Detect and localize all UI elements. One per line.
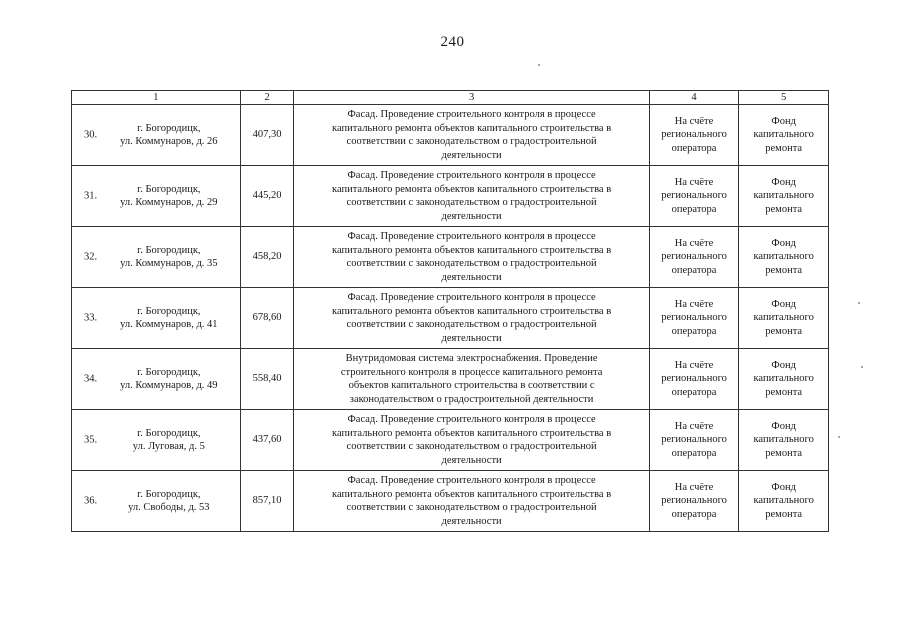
- cell-address: [72, 471, 241, 532]
- header-col-4: 4: [649, 91, 739, 105]
- cell-description-line: соответствии с законодательством о градостроительной: [346, 258, 597, 269]
- table-row: [72, 471, 829, 532]
- cell-account-line: оператора: [671, 142, 717, 154]
- cell-account-line: оператора: [671, 508, 717, 520]
- cell-fund-line: Фонд: [771, 237, 796, 249]
- cell-description-line: строительного контроля в процессе капитального ремонта: [340, 366, 603, 378]
- cell-account-line: На счёте: [674, 298, 714, 310]
- cell-value: 678,60: [240, 288, 294, 349]
- cell-fund-line: Фонд: [771, 176, 796, 188]
- cell-fund-line: ремонта: [765, 142, 803, 154]
- cell-description-line: капитального ремонта объектов капитального строительства в: [332, 305, 612, 317]
- address-line: ул. Коммунаров, д. 35: [120, 258, 218, 269]
- table-header: [72, 91, 829, 105]
- cell-description-line: Внутридомовая система электроснабжения. Проведение: [345, 353, 598, 364]
- cell-value: 458,20: [240, 227, 294, 288]
- address-text: [72, 122, 240, 149]
- cell-fund-line: капитального: [753, 434, 814, 446]
- address-text: [72, 427, 240, 454]
- address-line: г. Богородицк,: [137, 427, 201, 439]
- header-col-2: 2: [240, 91, 294, 105]
- address-line: ул. Коммунаров, д. 49: [120, 380, 218, 391]
- cell-fund-line: ремонта: [765, 508, 803, 520]
- cell-address: [72, 227, 241, 288]
- cell-description: [294, 227, 649, 288]
- address-text: [72, 244, 240, 271]
- cell-account-line: На счёте: [674, 115, 714, 127]
- cell-account-line: оператора: [671, 264, 717, 276]
- cell-account-line: На счёте: [674, 359, 714, 371]
- cell-description: [294, 105, 649, 166]
- address-text: [72, 366, 240, 393]
- cell-description-line: деятельности: [441, 271, 502, 283]
- cell-value: 407,30: [240, 105, 294, 166]
- table-row: [72, 105, 829, 166]
- cell-description-line: Фасад. Проведение строительного контроля в процессе: [347, 414, 596, 425]
- cell-account-line: На счёте: [674, 237, 714, 249]
- address-line: г. Богородицк,: [137, 305, 201, 317]
- cell-account-line: На счёте: [674, 420, 714, 432]
- cell-description-line: Фасад. Проведение строительного контроля в процессе: [347, 475, 596, 486]
- cell-fund-line: ремонта: [765, 447, 803, 459]
- address-text: [72, 305, 240, 332]
- cell-description-line: капитального ремонта объектов капитального строительства в: [332, 488, 612, 500]
- cell-account-line: оператора: [671, 325, 717, 337]
- address-text: [72, 488, 240, 515]
- cell-fund-line: капитального: [753, 373, 814, 385]
- address-text: [72, 183, 240, 210]
- cell-description-line: объектов капитального строительства в соответствии с: [348, 380, 595, 391]
- table-row: [72, 227, 829, 288]
- cell-description-line: Фасад. Проведение строительного контроля в процессе: [347, 170, 596, 181]
- cell-account-line: регионального: [661, 251, 727, 263]
- cell-description-line: соответствии с законодательством о градостроительной: [346, 502, 597, 513]
- cell-value: 857,10: [240, 471, 294, 532]
- row-number: 35.: [84, 434, 98, 446]
- cell-account-line: регионального: [661, 434, 727, 446]
- address-line: г. Богородицк,: [137, 366, 201, 378]
- scan-speck: [861, 366, 863, 368]
- address-line: г. Богородицк,: [137, 488, 201, 500]
- cell-fund: [739, 288, 829, 349]
- cell-description: [294, 471, 649, 532]
- cell-description-line: соответствии с законодательством о градостроительной: [346, 441, 597, 452]
- cell-account: [649, 227, 739, 288]
- cell-description-line: капитального ремонта объектов капитального строительства в: [332, 122, 612, 134]
- cell-fund-line: капитального: [753, 251, 814, 263]
- cell-description-line: деятельности: [441, 332, 502, 344]
- cell-account-line: регионального: [661, 190, 727, 202]
- cell-description-line: Фасад. Проведение строительного контроля в процессе: [347, 292, 596, 303]
- table-body: [72, 105, 829, 532]
- cell-address: [72, 410, 241, 471]
- header-row: [72, 91, 829, 105]
- address-line: г. Богородицк,: [137, 122, 201, 134]
- cell-value: 558,40: [240, 349, 294, 410]
- cell-description-line: деятельности: [441, 515, 502, 527]
- cell-fund: [739, 227, 829, 288]
- row-number: 32.: [84, 251, 98, 263]
- cell-account: [649, 410, 739, 471]
- cell-fund-line: Фонд: [771, 481, 796, 493]
- cell-value: 437,60: [240, 410, 294, 471]
- cell-description-line: капитального ремонта объектов капитального строительства в: [332, 183, 612, 195]
- cell-address: [72, 105, 241, 166]
- cell-account-line: регионального: [661, 129, 727, 141]
- cell-fund: [739, 410, 829, 471]
- cell-account-line: На счёте: [674, 481, 714, 493]
- cell-fund: [739, 105, 829, 166]
- row-number: 34.: [84, 373, 98, 385]
- scan-speck: [858, 302, 860, 304]
- cell-account: [649, 166, 739, 227]
- cell-description: [294, 349, 649, 410]
- cell-address: [72, 288, 241, 349]
- row-number: 36.: [84, 495, 98, 507]
- cell-fund-line: Фонд: [771, 115, 796, 127]
- cell-account-line: регионального: [661, 312, 727, 324]
- cell-fund-line: ремонта: [765, 386, 803, 398]
- table-row: [72, 166, 829, 227]
- cell-fund: [739, 471, 829, 532]
- cell-description-line: соответствии с законодательством о градостроительной: [346, 136, 597, 147]
- cell-description-line: Фасад. Проведение строительного контроля в процессе: [347, 109, 596, 120]
- cell-description-line: деятельности: [441, 149, 502, 161]
- cell-description-line: Фасад. Проведение строительного контроля в процессе: [347, 231, 596, 242]
- cell-fund-line: капитального: [753, 312, 814, 324]
- header-col-5: 5: [739, 91, 829, 105]
- cell-fund: [739, 166, 829, 227]
- cell-description-line: капитального ремонта объектов капитального строительства в: [332, 427, 612, 439]
- cell-description-line: деятельности: [441, 454, 502, 466]
- header-col-1: 1: [72, 91, 241, 105]
- cell-account-line: регионального: [661, 495, 727, 507]
- row-number: 33.: [84, 312, 98, 324]
- cell-account-line: оператора: [671, 447, 717, 459]
- cell-fund-line: ремонта: [765, 203, 803, 215]
- cell-address: [72, 349, 241, 410]
- cell-fund-line: ремонта: [765, 264, 803, 276]
- row-number: 31.: [84, 190, 98, 202]
- cell-fund-line: капитального: [753, 190, 814, 202]
- cell-description-line: капитального ремонта объектов капитального строительства в: [332, 244, 612, 256]
- address-line: г. Богородицк,: [137, 183, 201, 195]
- address-line: ул. Коммунаров, д. 29: [120, 197, 218, 208]
- cell-description-line: соответствии с законодательством о градостроительной: [346, 319, 597, 330]
- cell-account-line: регионального: [661, 373, 727, 385]
- cell-value: 445,20: [240, 166, 294, 227]
- cell-fund-line: Фонд: [771, 298, 796, 310]
- address-line: ул. Луговая, д. 5: [132, 441, 205, 452]
- cell-account-line: На счёте: [674, 176, 714, 188]
- cell-account: [649, 471, 739, 532]
- cell-account: [649, 288, 739, 349]
- cell-description-line: деятельности: [441, 210, 502, 222]
- cell-fund: [739, 349, 829, 410]
- cell-description-line: законодательством о градостроительной деятельности: [349, 393, 594, 405]
- cell-account-line: оператора: [671, 386, 717, 398]
- page-number: 240: [440, 34, 465, 50]
- cell-description-line: соответствии с законодательством о градостроительной: [346, 197, 597, 208]
- cell-address: [72, 166, 241, 227]
- scan-speck: [838, 436, 840, 438]
- cell-fund-line: капитального: [753, 129, 814, 141]
- address-line: г. Богородицк,: [137, 244, 201, 256]
- scan-speck: [538, 64, 540, 66]
- cell-account-line: оператора: [671, 203, 717, 215]
- table-row: [72, 288, 829, 349]
- cell-description: [294, 166, 649, 227]
- row-number: 30.: [84, 129, 98, 141]
- cell-account: [649, 349, 739, 410]
- cell-fund-line: Фонд: [771, 359, 796, 371]
- works-table: [71, 90, 829, 532]
- table-row: [72, 349, 829, 410]
- cell-fund-line: ремонта: [765, 325, 803, 337]
- address-line: ул. Коммунаров, д. 26: [120, 136, 218, 147]
- cell-account: [649, 105, 739, 166]
- cell-description: [294, 288, 649, 349]
- cell-description: [294, 410, 649, 471]
- header-col-3: 3: [294, 91, 649, 105]
- address-line: ул. Свободы, д. 53: [128, 502, 210, 513]
- table-row: [72, 410, 829, 471]
- cell-fund-line: Фонд: [771, 420, 796, 432]
- address-line: ул. Коммунаров, д. 41: [120, 319, 218, 330]
- cell-fund-line: капитального: [753, 495, 814, 507]
